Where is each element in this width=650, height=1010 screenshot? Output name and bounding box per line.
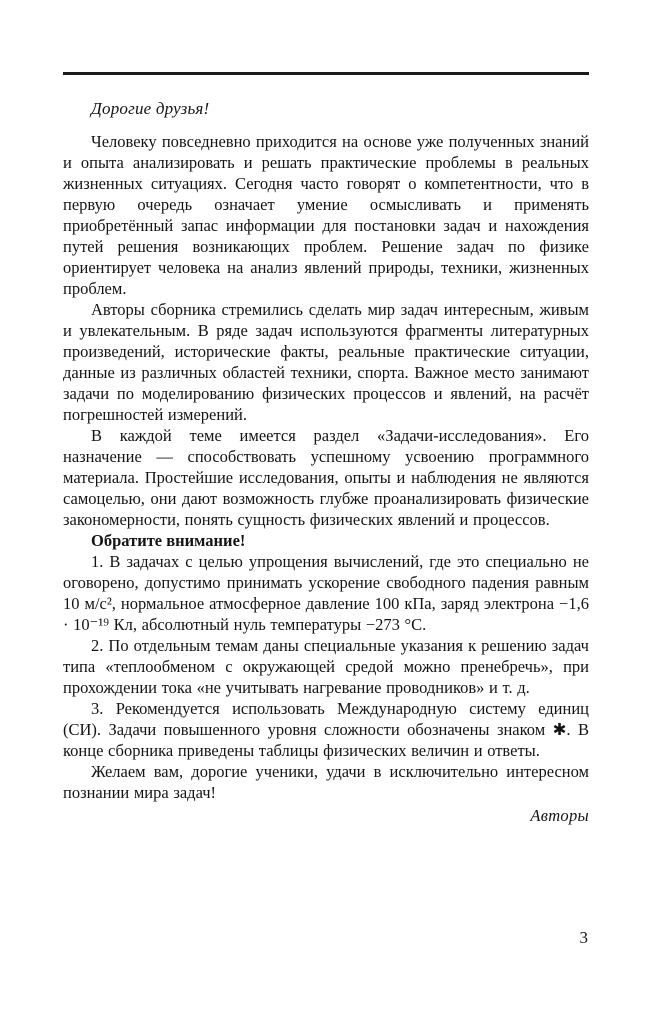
authors-signature: Авторы	[530, 806, 589, 825]
intro-paragraph-2: Авторы сборника стремились сделать мир задач интересным, живым и увлекательным. В ряде задач используются фрагменты литературных произведений, исторические факты, реальные практические ситуации, данные из различных областей техники, спорта. Важное место занимают задачи по моделированию физических процессов и явлений, на расчёт погрешностей измерений.	[63, 300, 589, 424]
preface-content	[63, 72, 589, 826]
notice-item-3: 3. Рекомендуется использовать Международную систему единиц (СИ). Задачи повышенного уровня сложности обозначены знаком ✱. В конце сборника приведены таблицы физических величин и ответы.	[63, 699, 589, 760]
closing-paragraph: Желаем вам, дорогие ученики, удачи в исключительно интересном познании мира задач!	[63, 762, 589, 802]
notice-heading: Обратите внимание!	[91, 531, 246, 550]
intro-paragraph-1: Человеку повседневно приходится на основе уже полученных знаний и опыта анализировать и решать практические проблемы в реальных жизненных ситуациях. Сегодня часто говорят о компетентности, что в первую очередь означает умение осмысливать и применять приобретённый запас информации для постановки задач и нахождения путей решения возникающих проблем. Решение задач по физике ориентирует человека на анализ явлений природы, техники, жизненных проблем.	[63, 132, 589, 298]
preface-greeting: Дорогие друзья!	[91, 99, 210, 118]
top-rule	[63, 72, 589, 75]
notice-item-1: 1. В задачах с целью упрощения вычислений, где это специально не оговорено, допустимо принимать ускорение свободного падения равным 10 м/с², нормальное атмосферное давление 100 кПа, заряд электрона −1,6 · 10⁻¹⁹ Кл, абсолютный нуль температуры −273 °С.	[63, 552, 589, 634]
page-number: 3	[579, 928, 588, 947]
notice-item-2: 2. По отдельным темам даны специальные указания к решению задач типа «теплообменом с окружающей средой можно пренебречь», при прохождении тока «не учитывать нагревание проводников» и т. д.	[63, 636, 589, 697]
intro-paragraph-3: В каждой теме имеется раздел «Задачи-исследования». Его назначение — способствовать успешному усвоению программного материала. Простейшие исследования, опыты и наблюдения не являются самоцелью, они дают возможность глубже проанализировать физические закономерности, понять сущность физических явлений и процессов.	[63, 426, 589, 529]
